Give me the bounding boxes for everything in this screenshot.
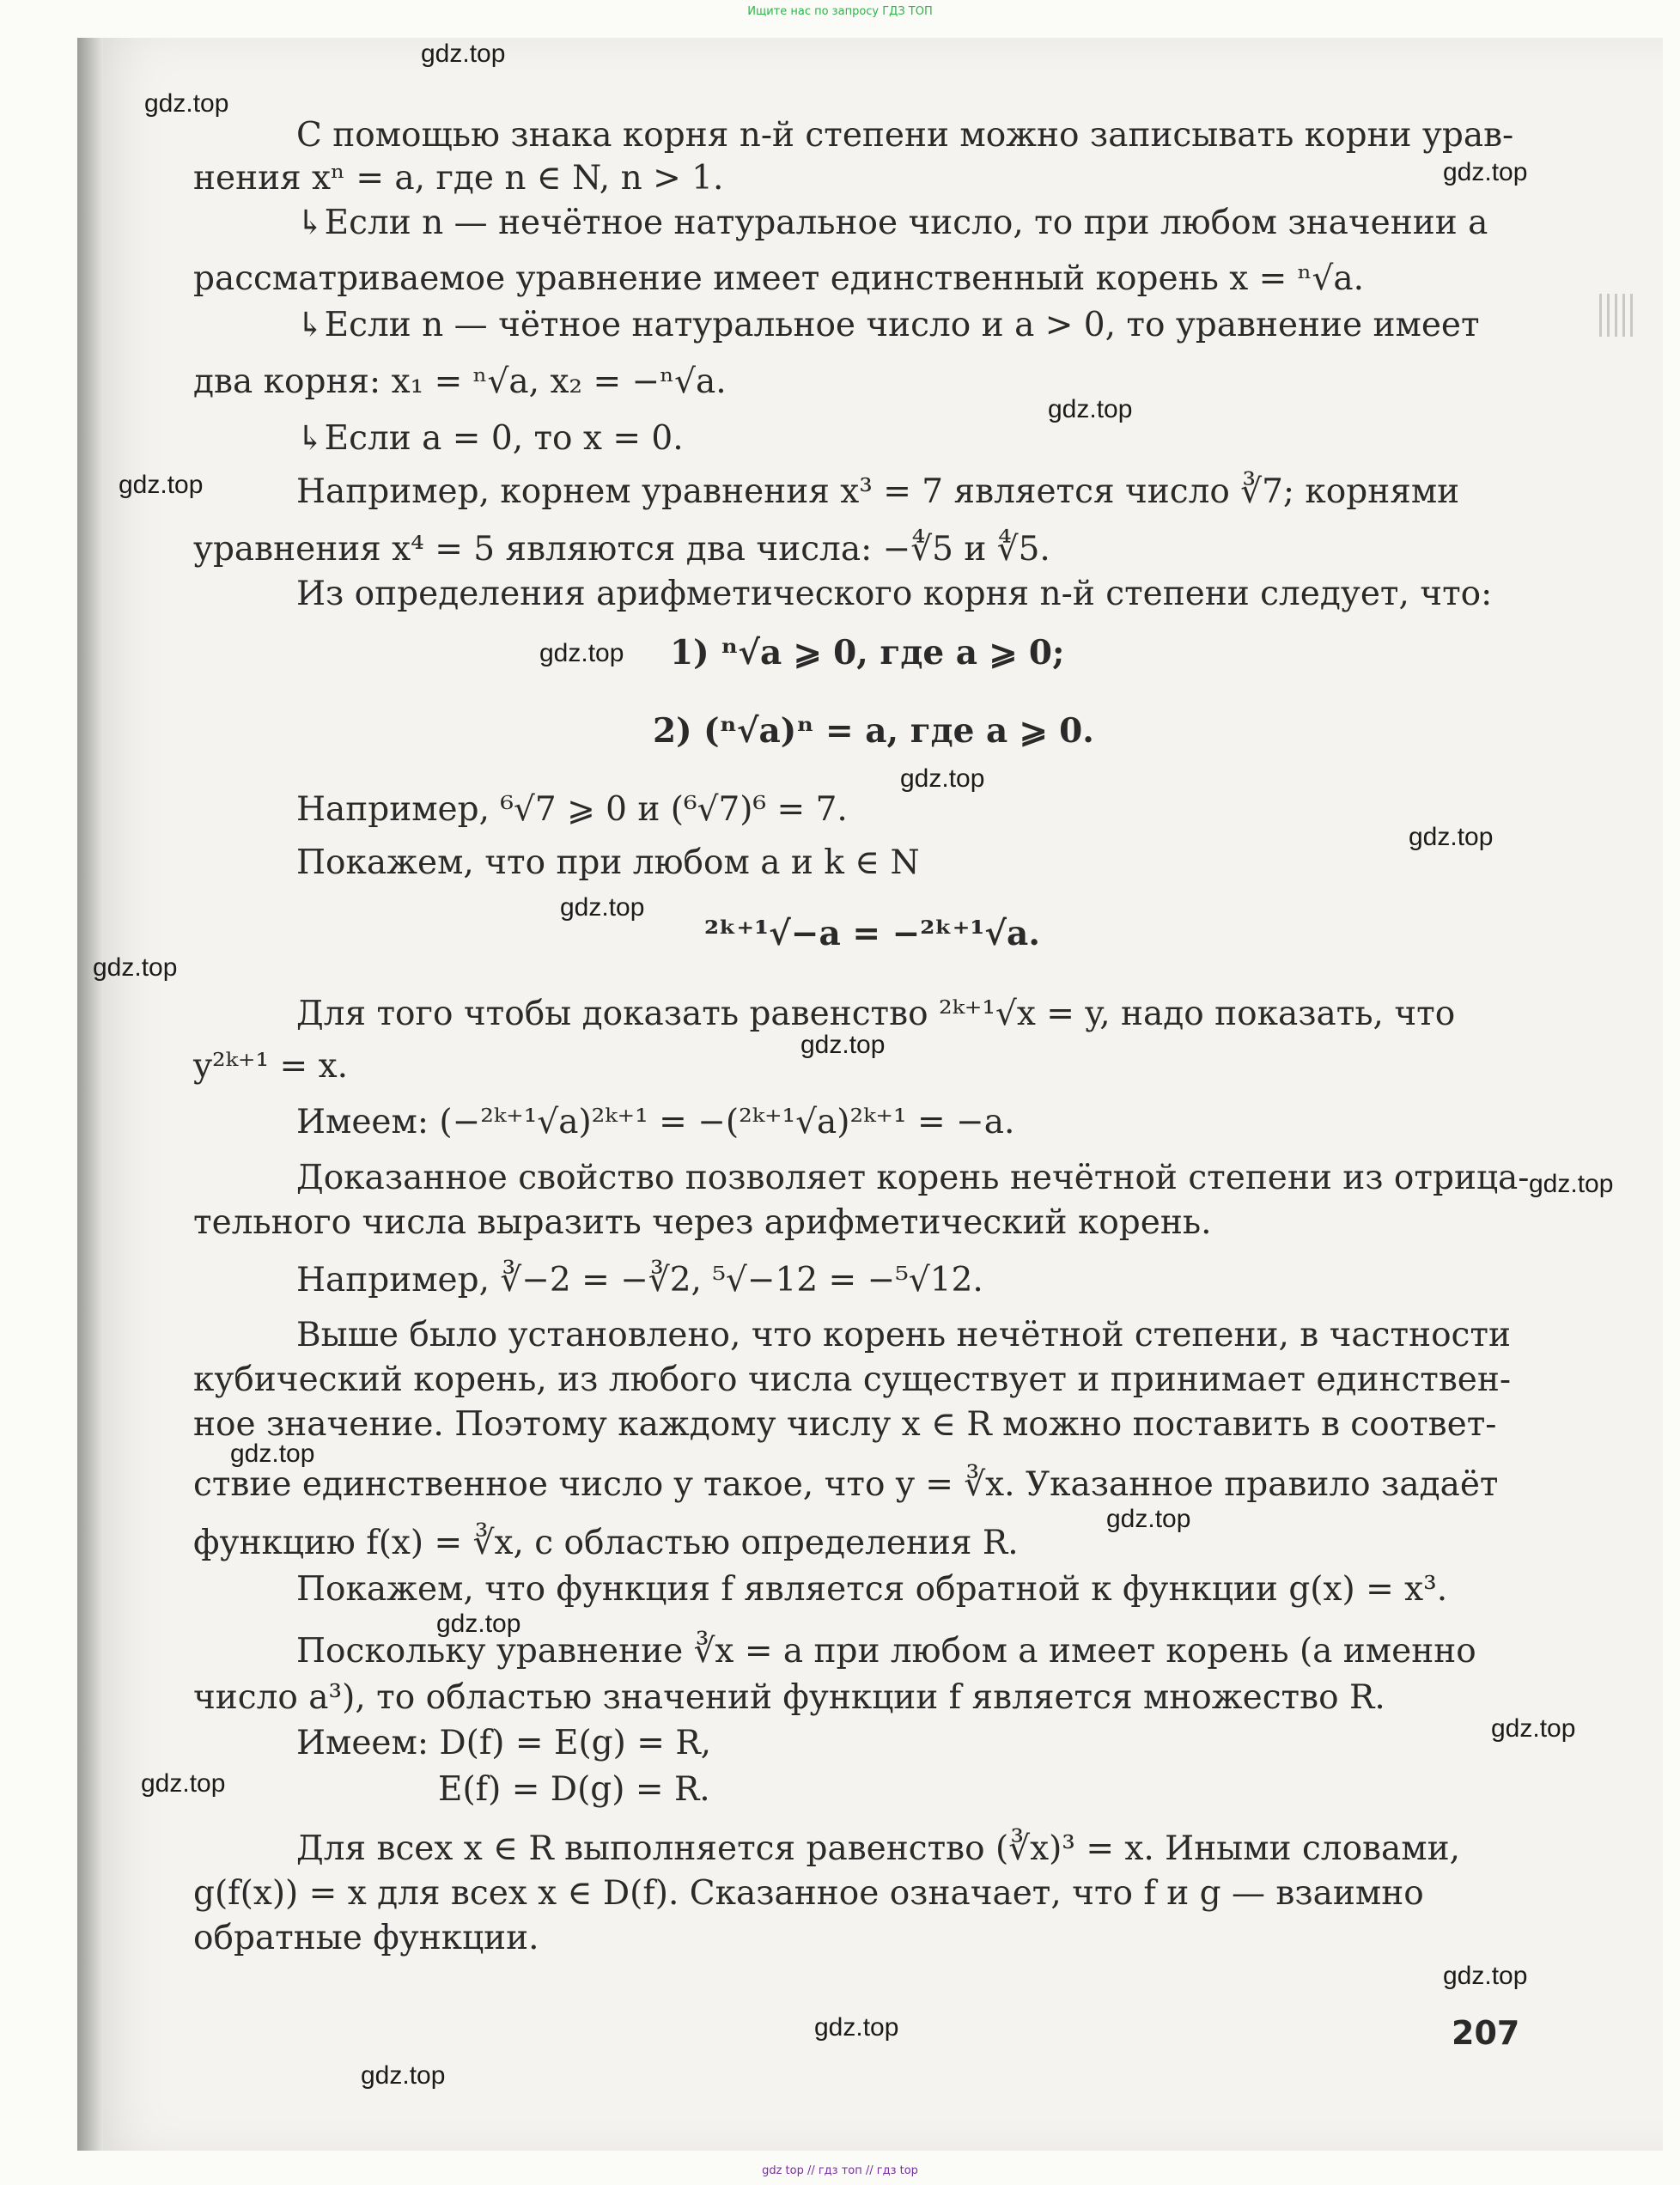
text-line: Доказанное свойство позволяет корень нечётной степени из отрица- xyxy=(296,1159,1530,1197)
watermark: gdz.top xyxy=(93,953,178,982)
text-line: функцию f(x) = ∛x, с областью определения R. xyxy=(193,1524,1019,1562)
book-spine-shadow xyxy=(77,38,103,2151)
text-line: Из определения арифметического корня n-й степени следует, что: xyxy=(296,575,1493,613)
text-line: обратные функции. xyxy=(193,1919,539,1957)
text-line: Например, ⁶√7 ⩾ 0 и (⁶√7)⁶ = 7. xyxy=(296,790,848,829)
text-line: рассматриваемое уравнение имеет единственный корень x = ⁿ√a. xyxy=(193,259,1365,298)
text-line: Для того чтобы доказать равенство ²ᵏ⁺¹√x = y, надо показать, что xyxy=(296,995,1456,1033)
text-line: ное значение. Поэтому каждому числу x ∈ R можно поставить в соответ- xyxy=(193,1405,1497,1444)
text-line: ↳Если a = 0, то x = 0. xyxy=(296,419,684,458)
watermark: gdz.top xyxy=(539,639,624,667)
text-line: нения xⁿ = a, где n ∈ N, n > 1. xyxy=(193,159,724,198)
text-line: кубический корень, из любого числа существует и принимает единствен- xyxy=(193,1360,1512,1399)
text-line: Выше было установлено, что корень нечётной степени, в частности xyxy=(296,1316,1511,1354)
text-line: ↳Если n — нечётное натуральное число, то при любом значении a xyxy=(296,204,1488,242)
watermark: gdz.top xyxy=(421,40,506,68)
text-line: y²ᵏ⁺¹ = x. xyxy=(193,1047,348,1086)
watermark: gdz.top xyxy=(230,1439,315,1468)
property-2: 2) (ⁿ√a)ⁿ = a, где a ⩾ 0. xyxy=(653,711,1094,751)
watermark: gdz.top xyxy=(119,471,204,499)
text-line: два корня: x₁ = ⁿ√a, x₂ = −ⁿ√a. xyxy=(193,362,727,401)
watermark: gdz.top xyxy=(814,2013,899,2042)
bottom-banner[interactable]: gdz top // гдз топ // гдз top xyxy=(762,2164,918,2177)
text-line: Для всех x ∈ R выполняется равенство (∛x)³ = x. Иными словами, xyxy=(296,1829,1460,1868)
text-line: Например, корнем уравнения x³ = 7 является число ∛7; корнями xyxy=(296,472,1460,511)
text-line: Имеем: (−²ᵏ⁺¹√a)²ᵏ⁺¹ = −(²ᵏ⁺¹√a)²ᵏ⁺¹ = −a. xyxy=(296,1103,1015,1141)
text-line: уравнения x⁴ = 5 являются два числа: −∜5 и ∜5. xyxy=(193,530,1050,569)
text-line: тельного числа выразить через арифметический корень. xyxy=(193,1203,1212,1242)
watermark: gdz.top xyxy=(560,893,645,922)
watermark: gdz.top xyxy=(1106,1505,1191,1533)
page-edge-mark xyxy=(1599,294,1635,337)
top-banner[interactable]: Ищите нас по запросу ГДЗ ТОП xyxy=(747,5,933,18)
text-line: Имеем: D(f) = E(g) = R, xyxy=(296,1724,712,1762)
text-line: Поскольку уравнение ∛x = a при любом a имеет корень (а именно xyxy=(296,1632,1476,1671)
watermark: gdz.top xyxy=(436,1610,521,1638)
text-line: g(f(x)) = x для всех x ∈ D(f). Сказанное означает, что f и g — взаимно xyxy=(193,1874,1424,1913)
watermark: gdz.top xyxy=(1529,1170,1614,1198)
watermark: gdz.top xyxy=(1048,395,1133,423)
watermark: gdz.top xyxy=(144,89,229,118)
watermark: gdz.top xyxy=(361,2061,446,2090)
watermark: gdz.top xyxy=(1409,823,1494,851)
text-line: E(f) = D(g) = R. xyxy=(438,1770,710,1809)
text-line: Например, ∛−2 = −∛2, ⁵√−12 = −⁵√12. xyxy=(296,1261,983,1299)
watermark: gdz.top xyxy=(900,764,985,793)
property-1: 1) ⁿ√a ⩾ 0, где a ⩾ 0; xyxy=(670,633,1065,673)
text-line: С помощью знака корня n-й степени можно записывать корни урав- xyxy=(296,116,1514,155)
watermark: gdz.top xyxy=(800,1031,886,1059)
formula: ²ᵏ⁺¹√−a = −²ᵏ⁺¹√a. xyxy=(704,914,1040,953)
text-line: ствие единственное число y такое, что y = ∛x. Указанное правило задаёт xyxy=(193,1465,1499,1504)
watermark: gdz.top xyxy=(1443,1962,1528,1990)
text-line: Покажем, что при любом a и k ∈ N xyxy=(296,843,920,882)
page-number: 207 xyxy=(1452,2014,1520,2052)
text-line: Покажем, что функция f является обратной к функции g(x) = x³. xyxy=(296,1570,1448,1609)
watermark: gdz.top xyxy=(141,1769,226,1798)
text-line: ↳Если n — чётное натуральное число и a > 0, то уравнение имеет xyxy=(296,306,1480,344)
watermark: gdz.top xyxy=(1491,1714,1576,1743)
text-line: число a³), то областью значений функции f является множество R. xyxy=(193,1678,1385,1717)
watermark: gdz.top xyxy=(1443,158,1528,186)
